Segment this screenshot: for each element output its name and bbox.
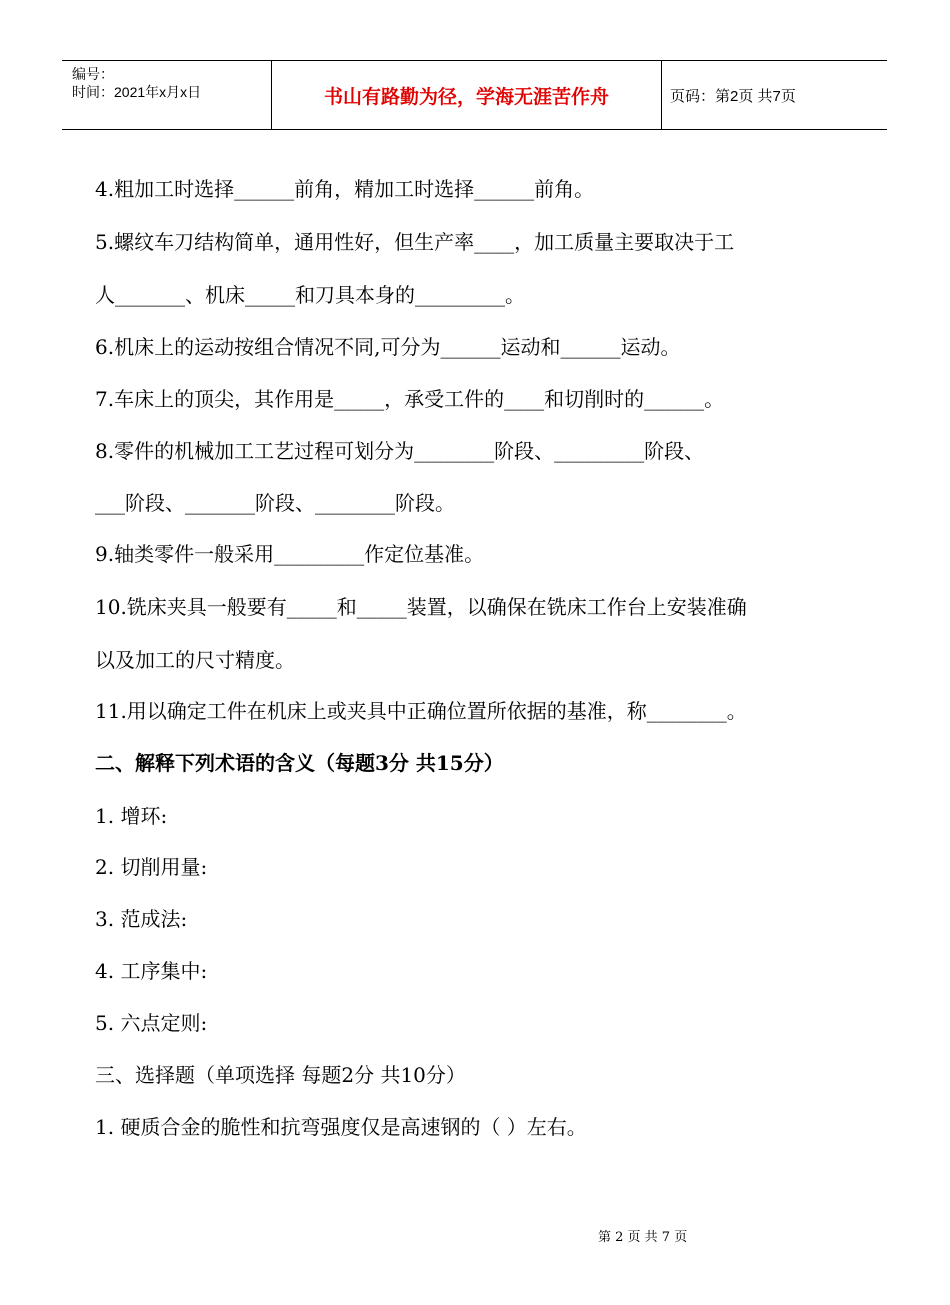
question-line: 以及加工的尺寸精度。 bbox=[95, 648, 295, 672]
header-meta bbox=[62, 61, 272, 129]
question-line: 7.车床上的顶尖，其作用是_____，承受工件的____和切削时的______。 bbox=[95, 387, 725, 411]
term-item: 5. 六点定则: bbox=[95, 1011, 208, 1035]
term-item: 2. 切削用量: bbox=[95, 855, 208, 879]
question-line: 4.粗加工时选择______前角，精加工时选择______前角。 bbox=[95, 177, 595, 201]
page-footer: 第 2 页 共 7 页 bbox=[598, 1230, 688, 1245]
question-line: 9.轴类零件一般采用_________作定位基准。 bbox=[95, 542, 485, 566]
number-label: 编号： bbox=[72, 66, 114, 82]
time-label: 时间：2021年x月x日 bbox=[72, 84, 202, 100]
term-item: 1. 增环: bbox=[95, 804, 168, 828]
question-line: 11.用以确定工件在机床上或夹具中正确位置所依据的基准，称________。 bbox=[95, 699, 747, 723]
question-line: 10.铣床夹具一般要有_____和_____装置，以确保在铣床工作台上安装准确 bbox=[95, 595, 747, 619]
question-line: 人_______、机床_____和刀具本身的_________。 bbox=[95, 283, 525, 307]
header-page-info: 页码：第2页 共7页 bbox=[670, 87, 796, 105]
term-item: 3. 范成法: bbox=[95, 907, 188, 931]
section-title: 三、选择题（单项选择 每题2分 共10分） bbox=[95, 1063, 466, 1087]
question-line: ___阶段、_______阶段、________阶段。 bbox=[95, 491, 455, 515]
question-line: 5.螺纹车刀结构简单，通用性好，但生产率____，加工质量主要取决于工 bbox=[95, 230, 735, 254]
question-line: 8.零件的机械加工工艺过程可划分为________阶段、_________阶段、 bbox=[95, 439, 705, 463]
page-header bbox=[62, 60, 887, 130]
section-title: 二、解释下列术语的含义（每题3分 共15分） bbox=[95, 751, 504, 775]
term-item: 4. 工序集中: bbox=[95, 959, 208, 983]
question-line: 6.机床上的运动按组合情况不同,可分为______运动和______运动。 bbox=[95, 335, 681, 359]
choice-item: 1. 硬质合金的脆性和抗弯强度仅是高速钢的（ ）左右。 bbox=[95, 1115, 587, 1139]
header-motto: 书山有路勤为径，学海无涯苦作舟 bbox=[272, 61, 662, 129]
